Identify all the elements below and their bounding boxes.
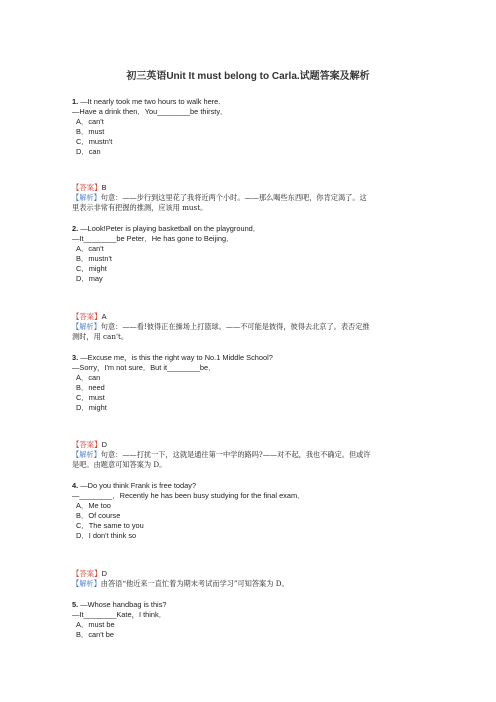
option-c: C．mustn't <box>76 137 113 146</box>
option-a: A．can't <box>76 117 104 126</box>
answer-4 <box>72 569 432 589</box>
option-b: B．can't be <box>76 630 114 639</box>
question-text-2: —It________Kate，I think． <box>72 610 167 619</box>
question-stem <box>72 353 432 363</box>
question-4 <box>72 481 432 541</box>
question-3 <box>72 353 432 413</box>
option-a: A．Me too <box>76 501 111 510</box>
option-b: B．need <box>76 383 105 392</box>
option-b: B．must <box>76 127 105 136</box>
question-text-2: —Sorry，I'm not sure．But it________be． <box>72 363 216 372</box>
explanation-text: 句意：——打扰一下，这就是通往第一中学的路吗?——对不起，我也不确定。但或许是吧。由题意可知答案为 D。 <box>72 450 371 469</box>
question-stem <box>72 224 432 234</box>
answer-3 <box>72 440 432 470</box>
explanation <box>72 193 372 213</box>
question-text: —Excuse me，is this the right way to No.1 Middle School? <box>80 353 273 362</box>
question-number: 5. <box>72 600 79 609</box>
option-d: D．may <box>76 274 103 283</box>
explanation <box>72 322 372 342</box>
option-c: C．must <box>76 393 105 402</box>
explanation <box>72 579 372 589</box>
question-text-2: —________．Recently he has been busy studying for the final exam． <box>72 491 305 500</box>
explanation <box>72 450 372 470</box>
option-b: B．Of course <box>76 511 121 520</box>
question-stem <box>72 97 432 107</box>
answer-line <box>72 183 432 193</box>
explanation-tag: 【解析】 <box>72 322 101 331</box>
question-text: —It nearly took me two hours to walk here. <box>80 97 221 106</box>
answer-tag: 【答案】 <box>72 312 102 321</box>
question-number: 4. <box>72 481 79 490</box>
question-text-2: —It________be Peter．He has gone to Beijing． <box>72 234 234 243</box>
question-text: —Do you think Frank is free today? <box>80 481 197 490</box>
answer-value: B <box>101 183 107 192</box>
answer-2 <box>72 312 432 342</box>
answer-value: D <box>101 569 107 578</box>
explanation-tag: 【解析】 <box>72 193 101 202</box>
option-c: C．might <box>76 264 107 273</box>
question-text-2: —Have a drink then．You________be thirsty． <box>72 107 228 116</box>
question-5 <box>72 600 432 640</box>
question-stem <box>72 481 432 491</box>
option-c: C．The same to you <box>76 521 144 530</box>
question-1 <box>72 97 432 157</box>
question-number: 1. <box>72 97 79 106</box>
explanation-text: 句意：——看!彼得正在操场上打篮球。——不可能是彼得，彼得去北京了。表否定推测时，用 can't。 <box>72 322 370 341</box>
option-d: D．might <box>76 403 107 412</box>
question-number: 2. <box>72 224 79 233</box>
question-stem <box>72 600 432 610</box>
answer-value: D <box>101 440 107 449</box>
option-d: D．I don't think so <box>76 531 137 540</box>
option-d: D．can <box>76 147 101 156</box>
question-2 <box>72 224 432 284</box>
option-a: A．can <box>76 373 101 382</box>
answer-value: A <box>101 312 107 321</box>
question-text: —Look!Peter is playing basketball on the playground． <box>80 224 261 233</box>
option-a: A．must be <box>76 620 115 629</box>
page-title: 初三英语Unit It must belong to Carla.试题答案及解析 <box>126 71 370 82</box>
answer-1 <box>72 183 432 213</box>
explanation-text: 句意：——步行到这里花了我将近两个小时。——那么喝些东西吧，你肯定渴了。这里表示非常有把握的推测，应该用 must。 <box>72 193 367 212</box>
answer-tag: 【答案】 <box>72 183 102 192</box>
option-a: A．can't <box>76 244 104 253</box>
question-number: 3. <box>72 353 79 362</box>
option-b: B．mustn't <box>76 254 112 263</box>
answer-line <box>72 440 432 450</box>
explanation-tag: 【解析】 <box>72 450 101 459</box>
answer-tag: 【答案】 <box>72 440 102 449</box>
explanation-tag: 【解析】 <box>72 579 101 588</box>
answer-tag: 【答案】 <box>72 569 102 578</box>
question-text: —Whose handbag is this? <box>80 600 167 609</box>
answer-line <box>72 569 432 579</box>
answer-line <box>72 312 432 322</box>
explanation-text: 由答语“他近来一直忙着为期末考试而学习”可知答案为 D。 <box>100 579 289 588</box>
